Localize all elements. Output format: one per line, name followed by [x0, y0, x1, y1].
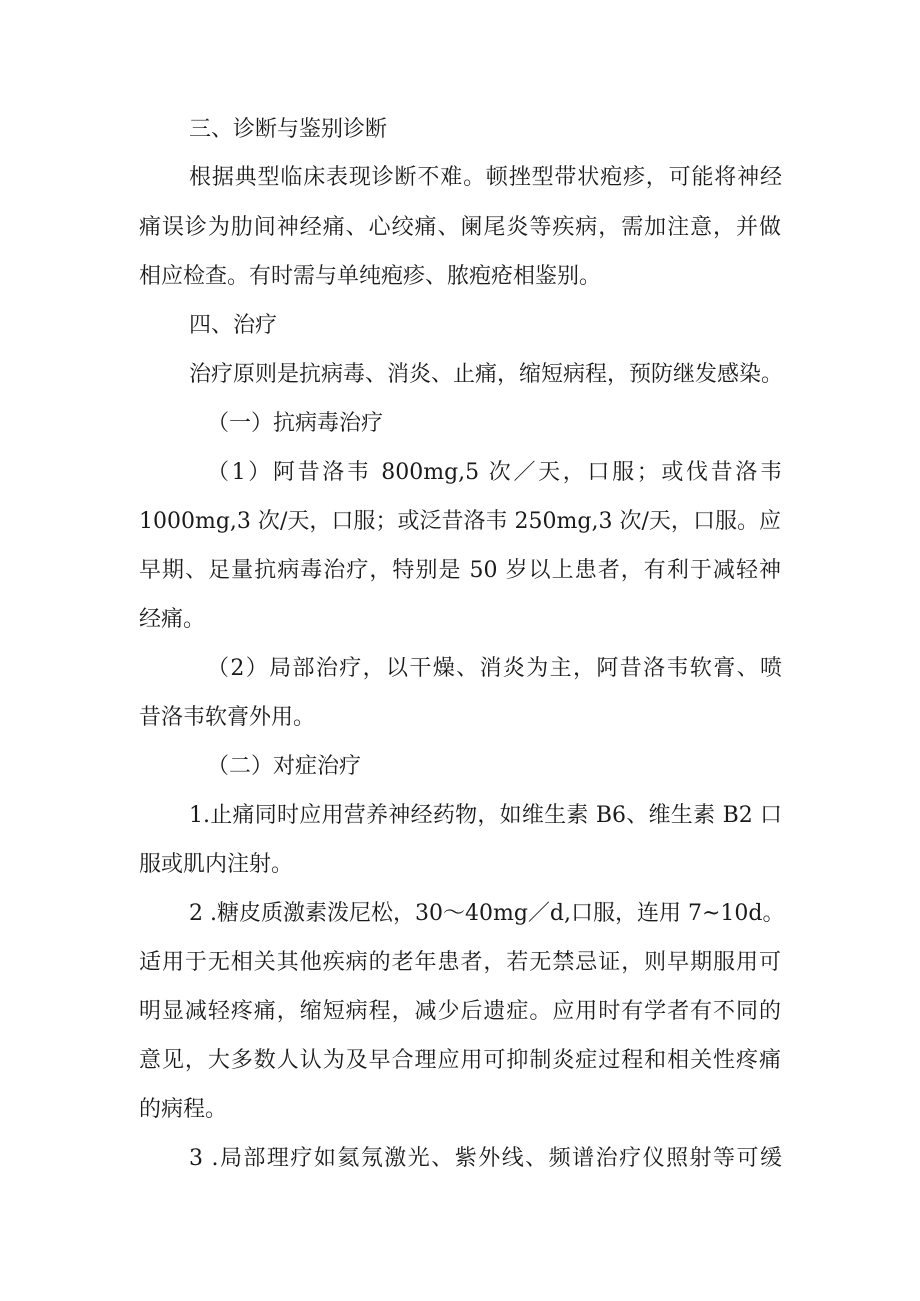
paragraph-line: （2）局部治疗，以干燥、消炎为主，阿昔洛韦软膏、喷: [207, 656, 782, 681]
paragraph-line: 服或肌内注射。: [139, 852, 294, 877]
section-heading-diagnosis: 三、诊断与鉴别诊断: [189, 117, 388, 142]
paragraph-line: 早期、足量抗病毒治疗，特别是 50 岁以上患者，有利于减轻神: [139, 558, 781, 583]
paragraph-line: 适用于无相关其他疾病的老年患者，若无禁忌证，则早期服用可: [139, 950, 781, 975]
paragraph-line: 明显减轻疼痛，缩短病程，减少后遗症。应用时有学者有不同的: [139, 999, 781, 1024]
paragraph-line: 1000mg,3 次/天，口服；或泛昔洛韦 250mg,3 次/天，口服。应: [139, 509, 781, 534]
paragraph-line: 痛误诊为肋间神经痛、心绞痛、阑尾炎等疾病，需加注意，并做: [139, 215, 781, 240]
subsection-heading-antiviral: （一）抗病毒治疗: [207, 411, 384, 436]
paragraph-line: 经痛。: [139, 607, 206, 632]
paragraph-line: 昔洛韦软膏外用。: [139, 705, 316, 730]
paragraph-line: 1.止痛同时应用营养神经药物，如维生素 B6、维生素 B2 口: [189, 803, 782, 828]
paragraph-line: 治疗原则是抗病毒、消炎、止痛，缩短病程，预防继发感染。: [189, 362, 784, 387]
paragraph-line: 意见，大多数人认为及早合理应用可抑制炎症过程和相关性疼痛: [139, 1048, 781, 1073]
paragraph-line: 根据典型临床表现诊断不难。顿挫型带状疱疹，可能将神经: [189, 165, 782, 190]
paragraph-line: 相应检查。有时需与单纯疱疹、脓疱疮相鉴别。: [139, 264, 602, 289]
section-heading-treatment: 四、治疗: [189, 313, 278, 338]
paragraph-line: 的病程。: [139, 1097, 228, 1122]
paragraph-line: 3 .局部理疗如氦氖激光、紫外线、频谱治疗仪照射等可缓: [189, 1146, 782, 1171]
subsection-heading-symptomatic: （二）对症治疗: [207, 754, 362, 779]
paragraph-line: 2 .糖皮质激素泼尼松，30～40mg／d,口服，连用 7~10d。: [189, 901, 785, 926]
paragraph-line: （1）阿昔洛韦 800mg,5 次／天，口服；或伐昔洛韦: [207, 460, 782, 485]
